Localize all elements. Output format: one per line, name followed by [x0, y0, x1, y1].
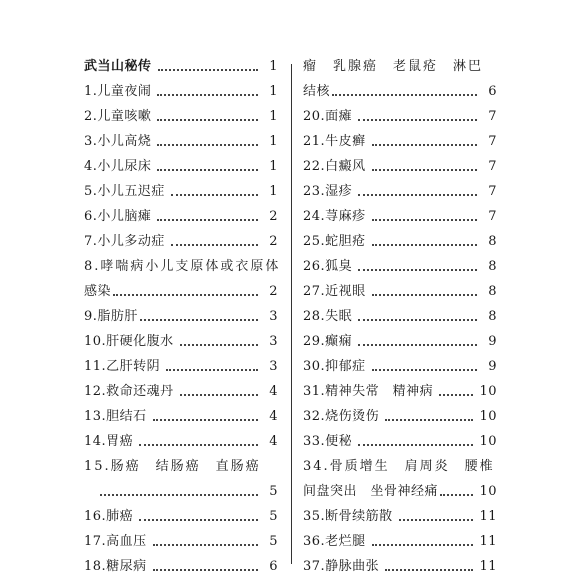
toc-page-number: 4: [269, 409, 278, 424]
toc-entry: [84, 204, 278, 229]
dot-leader: [385, 568, 473, 571]
toc-entry: [303, 279, 497, 304]
toc-page-number: 1: [269, 159, 278, 174]
toc-entry: [303, 79, 497, 104]
toc-entry-title: 30.抑郁症: [303, 359, 366, 374]
toc-entry: [303, 254, 497, 279]
toc-entry: [303, 404, 497, 429]
dot-leader: [399, 518, 474, 521]
toc-entry-title: 武当山秘传: [84, 59, 152, 74]
toc-entry-title: 感染: [84, 284, 112, 299]
toc-entry: [84, 129, 278, 154]
toc-entry: [84, 104, 278, 129]
toc-entry: [84, 354, 278, 379]
toc-page-number: 3: [269, 334, 278, 349]
toc-entry-title: 3.小儿高烧: [84, 134, 152, 149]
toc-entry: [84, 379, 278, 404]
toc-entry-title: 8.哮喘病小儿支原体或衣原体: [84, 259, 281, 274]
toc-entry: [303, 179, 497, 204]
toc-page-number: 10: [479, 484, 497, 499]
toc-entry: [84, 454, 278, 479]
dot-leader: [157, 118, 258, 121]
toc-page-number: 2: [269, 234, 278, 249]
toc-entry: [303, 229, 497, 254]
dot-leader: [358, 443, 473, 446]
dot-leader: [113, 293, 258, 296]
toc-entry-title: 1.儿童夜闹: [84, 84, 152, 99]
toc-entry-title: 12.救命还魂丹: [84, 384, 174, 399]
toc-entry: [84, 79, 278, 104]
toc-entry: [303, 154, 497, 179]
dot-leader: [157, 218, 258, 221]
toc-entry-title: 16.肺癌: [84, 509, 134, 524]
toc-entry-title: 37.静脉曲张: [303, 559, 380, 574]
toc-entry: [303, 329, 497, 354]
toc-entry: [303, 354, 497, 379]
toc-entry: [84, 529, 278, 554]
toc-entry-title: 11.乙肝转阴: [84, 359, 161, 374]
toc-page-number: 1: [269, 134, 278, 149]
toc-entry-title: 瘤 乳腺癌 老鼠疮 淋巴: [303, 59, 484, 74]
toc-entry-title: 18.糖尿病: [84, 559, 147, 574]
toc-right-column: [303, 54, 497, 579]
dot-leader: [158, 68, 258, 71]
toc-entry-title: 15.肠癌 结肠癌 直肠癌: [84, 459, 261, 474]
toc-entry: [303, 529, 497, 554]
toc-page-number: 6: [269, 559, 278, 574]
dot-leader: [358, 268, 477, 271]
toc-entry: [303, 429, 497, 454]
toc-entry: [303, 204, 497, 229]
toc-page-number: 7: [488, 159, 497, 174]
toc-entry: [84, 404, 278, 429]
dot-leader: [358, 343, 477, 346]
toc-entry-title: 21.牛皮癣: [303, 134, 366, 149]
toc-entry-title: 25.蛇胆疮: [303, 234, 366, 249]
toc-entry: [84, 329, 278, 354]
toc-entry-title: 10.肝硬化腹水: [84, 334, 174, 349]
toc-entry: [84, 154, 278, 179]
dot-leader: [153, 568, 258, 571]
toc-entry: [303, 54, 497, 79]
toc-entry-title: 28.失眠: [303, 309, 353, 324]
dot-leader: [140, 318, 258, 321]
toc-page-number: 9: [488, 359, 497, 374]
toc-page-number: 1: [269, 59, 278, 74]
toc-page-number: 5: [269, 484, 278, 499]
dot-leader: [153, 543, 258, 546]
toc-entry: [84, 504, 278, 529]
toc-entry-title: 5.小儿五迟症: [84, 184, 165, 199]
toc-entry-title: 23.湿疹: [303, 184, 353, 199]
toc-entry-title: 33.便秘: [303, 434, 353, 449]
toc-page-number: 3: [269, 359, 278, 374]
toc-entry-title: 32.烧伤烫伤: [303, 409, 380, 424]
toc-page-number: 10: [479, 409, 497, 424]
dot-leader: [372, 218, 477, 221]
toc-entry-title: 6.小儿脑瘫: [84, 209, 152, 224]
toc-entry: [84, 304, 278, 329]
dot-leader: [180, 343, 258, 346]
dot-leader: [439, 393, 473, 396]
toc-page-number: 10: [479, 384, 497, 399]
toc-page-number: 10: [479, 434, 497, 449]
toc-entry: [84, 179, 278, 204]
toc-entry-title: 14.胃癌: [84, 434, 134, 449]
toc-entry: [303, 129, 497, 154]
toc-page-number: 9: [488, 334, 497, 349]
dot-leader: [157, 168, 258, 171]
dot-leader: [332, 93, 477, 96]
dot-leader: [157, 143, 258, 146]
toc-page-number: 4: [269, 434, 278, 449]
toc-page-number: 2: [269, 209, 278, 224]
toc-page-number: 11: [479, 534, 497, 549]
dot-leader: [372, 543, 474, 546]
toc-entry: [84, 479, 278, 504]
toc-entry: [303, 479, 497, 504]
toc-page-number: 8: [488, 234, 497, 249]
toc-entry-title: 35.断骨续筋散: [303, 509, 393, 524]
toc-entry: [303, 379, 497, 404]
dot-leader: [372, 368, 477, 371]
dot-leader: [166, 368, 258, 371]
toc-entry-title: 20.面瘫: [303, 109, 353, 124]
toc-entry-title: 17.高血压: [84, 534, 147, 549]
toc-entry-title: 36.老烂腿: [303, 534, 366, 549]
toc-entry-title: 7.小儿多动症: [84, 234, 165, 249]
toc-entry: [303, 304, 497, 329]
toc-page-number: 7: [488, 134, 497, 149]
toc-entry-title: 26.狐臭: [303, 259, 353, 274]
toc-entry: [303, 104, 497, 129]
toc-entry-title: 29.癫痫: [303, 334, 353, 349]
toc-entry: [303, 554, 497, 579]
toc-page-number: 2: [269, 284, 278, 299]
toc-page-number: 8: [488, 259, 497, 274]
toc-page-number: 1: [269, 109, 278, 124]
toc-entry-title: 34.骨质增生 肩周炎 腰椎: [303, 459, 495, 474]
dot-leader: [372, 143, 477, 146]
toc-page-number: 7: [488, 184, 497, 199]
toc-page-number: 5: [269, 534, 278, 549]
toc-entry-title: 4.小儿尿床: [84, 159, 152, 174]
toc-page-number: 7: [488, 209, 497, 224]
toc-page-number: 3: [269, 309, 278, 324]
dot-leader: [440, 493, 473, 496]
dot-leader: [157, 93, 258, 96]
toc-page-number: 1: [269, 84, 278, 99]
toc-entry-title: 24.荨麻疹: [303, 209, 366, 224]
toc-page-number: 5: [269, 509, 278, 524]
toc-page-number: 11: [479, 559, 497, 574]
toc-page-number: 8: [488, 309, 497, 324]
dot-leader: [358, 193, 477, 196]
column-divider: [291, 64, 292, 564]
toc-entry-title: 27.近视眼: [303, 284, 366, 299]
toc-entry-title: 结核: [303, 84, 331, 99]
toc-entry: [303, 504, 497, 529]
toc-entry-title: 31.精神失常 精神病: [303, 384, 434, 399]
toc-page-number: 11: [479, 509, 497, 524]
toc-entry: [84, 554, 278, 579]
toc-entry: [84, 254, 281, 279]
dot-leader: [372, 293, 477, 296]
dot-leader: [358, 118, 477, 121]
dot-leader: [358, 318, 477, 321]
dot-leader: [139, 443, 258, 446]
toc-page-number: 1: [269, 184, 278, 199]
toc-entry-title: 2.儿童咳嗽: [84, 109, 152, 124]
dot-leader: [180, 393, 258, 396]
toc-page-number: 8: [488, 284, 497, 299]
toc-entry-title: 9.脂肪肝: [84, 309, 138, 324]
dot-leader: [372, 243, 477, 246]
toc-entry-title: 22.白癜风: [303, 159, 366, 174]
dot-leader: [171, 193, 258, 196]
toc-page-number: 7: [488, 109, 497, 124]
toc-entry-title: 13.胆结石: [84, 409, 147, 424]
toc-page-number: 6: [488, 84, 497, 99]
toc-left-column: [84, 54, 281, 579]
toc-entry: [84, 279, 278, 304]
dot-leader: [153, 418, 258, 421]
toc-page-number: 4: [269, 384, 278, 399]
toc-entry: [84, 229, 278, 254]
dot-leader: [372, 168, 477, 171]
toc-entry-title: 间盘突出 坐骨神经痛: [303, 484, 439, 499]
dot-leader: [385, 418, 473, 421]
dot-leader: [171, 243, 258, 246]
toc-entry: [84, 429, 278, 454]
toc-section-heading: [84, 54, 278, 79]
toc-entry: [303, 454, 497, 479]
dot-leader: [139, 518, 258, 521]
dot-leader: [100, 493, 258, 496]
